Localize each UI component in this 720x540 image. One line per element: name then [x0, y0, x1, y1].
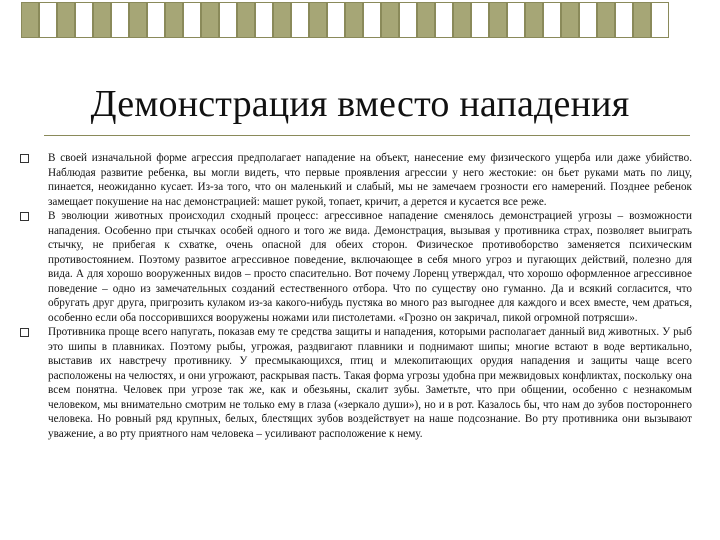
decor-square	[291, 2, 309, 38]
decor-square	[201, 2, 219, 38]
decor-square	[273, 2, 291, 38]
decor-square	[399, 2, 417, 38]
bullet-text: Противника проще всего напугать, показав ему те средства защиты и нападения, которыми располагает данный вид животных. У рыб это шипы в плавниках. Поэтому рыбы, угрожая, раздвигают плавники и поднимают шипы; многие встают в воде вертикально, выставив их навстречу противнику. У пресмыкающихся, птиц и млекопитающих орудия нападения и защиты чаще всего расположены на челюстях, и они угрожают, раскрывая пасть. Такая форма угрозы удобна при межвидовых конфликтах, поскольку она всем понятна. Человек при угрозе так же, как и обезьяны, скалит зубы. Заметьте, что при общении, особенно с незнакомым человеком, мы внимательно смотрим не только ему в глаза («зеркало души»), но и в рот. Казалось бы, что нам до зубов постороннего человека. Но ровный ряд крупных, белых, блестящих зубов воздействует на наше подсознание. Во рту противника они вызывают уважение, а во рту приятного нам человека – усиливают расположение к нему.	[48, 326, 692, 440]
decor-square	[633, 2, 651, 38]
decor-square	[219, 2, 237, 38]
decor-square	[381, 2, 399, 38]
decor-square	[651, 2, 669, 38]
slide-title: Демонстрация вместо нападения	[90, 83, 630, 125]
decor-square	[435, 2, 453, 38]
decor-square	[525, 2, 543, 38]
decor-square	[39, 2, 57, 38]
decor-square	[471, 2, 489, 38]
decor-square	[93, 2, 111, 38]
decor-square	[615, 2, 633, 38]
decor-square	[597, 2, 615, 38]
bullet-list	[20, 151, 692, 441]
decor-square	[111, 2, 129, 38]
decor-square	[579, 2, 597, 38]
decor-square	[327, 2, 345, 38]
bullet-text: В эволюции животных происходил сходный процесс: агрессивное нападение сменялось демонстрацией угрозы – возможности нападения. Особенно при стычках особей одного и того же вида. Демонстрация, вызывая у противника страх, позволяет выиграть стычку, не прибегая к схватке, очень опасной для обеих сторон. Физическое противоборство заменяется психическим противостоянием. Поэтому развитое агрессивное поведение, включающее в себя много угроз и пугающих действий, полезно для вида. А для хорошо вооруженных видов – просто спасительно. Вот почему Лоренц утверждал, что хорошо оформленное агрессивное поведение – одно из замечательных созданий естественного отбора. Что по существу оно гуманно. Да и всякий согласится, что обругать друг друга, пригрозить кулаком из-за какого-нибудь пустяка во много раз выгоднее для каждого и всех вместе, чем драться, особенно если оба поссорившихся вооружены ножами или пистолетами. «Грозно он закричал, пикой огромной потрясши».	[48, 210, 692, 324]
decor-square	[57, 2, 75, 38]
decor-square	[309, 2, 327, 38]
decor-square	[363, 2, 381, 38]
decor-square	[417, 2, 435, 38]
bullet-item	[20, 325, 692, 441]
decor-square	[507, 2, 525, 38]
decor-square	[147, 2, 165, 38]
square-bullet-icon	[20, 328, 29, 337]
decor-square	[21, 2, 39, 38]
square-bullet-icon	[20, 154, 29, 163]
decor-square	[237, 2, 255, 38]
decor-square	[543, 2, 561, 38]
decor-square	[561, 2, 579, 38]
decor-square	[453, 2, 471, 38]
decor-square	[255, 2, 273, 38]
bullet-item	[20, 151, 692, 209]
decor-square	[183, 2, 201, 38]
decor-square	[75, 2, 93, 38]
title-divider	[44, 135, 690, 136]
decor-square	[129, 2, 147, 38]
square-bullet-icon	[20, 212, 29, 221]
bullet-text: В своей изначальной форме агрессия предполагает нападение на объект, нанесение ему физического ущерба или даже убийство. Наблюдая развитие ребенка, вы могли видеть, что первые проявления агрессии у него жестокие: он бьет руками мать по лицу, пинается, неожиданно кусает. Из-за того, что он маленький и слабый, мы не замечаем грозности его намерений. Позднее ребенок замещает покушение на нас демонстрацией: машет рукой, топает, кричит, а дерется и кусается все реже.	[48, 152, 692, 208]
bullet-item	[20, 209, 692, 325]
decor-square	[345, 2, 363, 38]
decor-square	[165, 2, 183, 38]
decor-square	[489, 2, 507, 38]
top-decorative-squares	[21, 2, 669, 38]
